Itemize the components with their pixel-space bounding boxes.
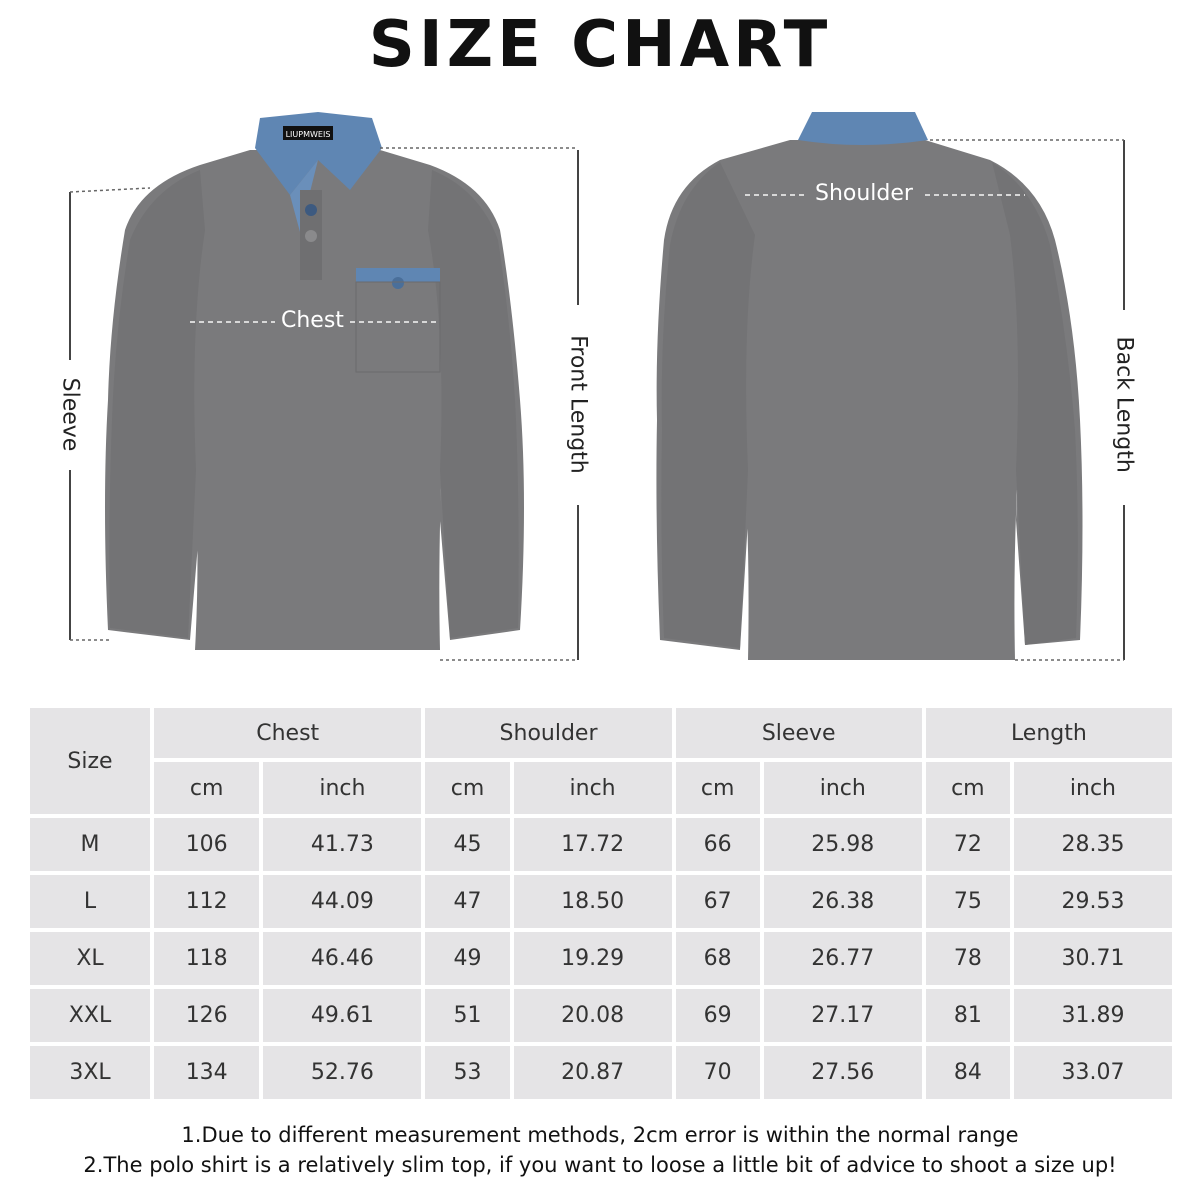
sleeve-label: Sleeve <box>57 377 83 452</box>
page-title: SIZE CHART <box>368 8 832 82</box>
value-cell: 28.35 <box>1014 818 1172 871</box>
value-cell: 44.09 <box>263 875 421 928</box>
pocket-button <box>392 277 404 289</box>
value-cell: 19.29 <box>514 932 672 985</box>
table-row <box>30 818 1172 871</box>
unit-header: inch <box>764 762 922 814</box>
size-header: Size <box>30 708 150 814</box>
value-cell: 67 <box>676 875 760 928</box>
value-cell: 46.46 <box>263 932 421 985</box>
note-1: 1.Due to different measurement methods, 2cm error is within the normal range <box>181 1123 1019 1147</box>
table-row <box>30 989 1172 1042</box>
value-cell: 66 <box>676 818 760 871</box>
value-cell: 47 <box>425 875 509 928</box>
group-header-chest: Chest <box>154 708 421 758</box>
unit-header: inch <box>1014 762 1172 814</box>
value-cell: 49 <box>425 932 509 985</box>
group-header-sleeve: Sleeve <box>676 708 922 758</box>
value-cell: 68 <box>676 932 760 985</box>
value-cell: 51 <box>425 989 509 1042</box>
value-cell: 31.89 <box>1014 989 1172 1042</box>
unit-header: inch <box>263 762 421 814</box>
value-cell: 72 <box>926 818 1010 871</box>
value-cell: 20.08 <box>514 989 672 1042</box>
value-cell: 78 <box>926 932 1010 985</box>
value-cell: 118 <box>154 932 259 985</box>
value-cell: 41.73 <box>263 818 421 871</box>
size-cell: 3XL <box>30 1046 150 1099</box>
value-cell: 53 <box>425 1046 509 1099</box>
size-cell: XL <box>30 932 150 985</box>
unit-header: cm <box>676 762 760 814</box>
value-cell: 20.87 <box>514 1046 672 1099</box>
table-row <box>30 1046 1172 1099</box>
table-header-units <box>30 762 1172 814</box>
table-row <box>30 875 1172 928</box>
group-header-shoulder: Shoulder <box>425 708 671 758</box>
unit-header: cm <box>154 762 259 814</box>
value-cell: 33.07 <box>1014 1046 1172 1099</box>
value-cell: 112 <box>154 875 259 928</box>
table-header-groups <box>30 708 1172 758</box>
value-cell: 18.50 <box>514 875 672 928</box>
value-cell: 49.61 <box>263 989 421 1042</box>
value-cell: 27.56 <box>764 1046 922 1099</box>
value-cell: 70 <box>676 1046 760 1099</box>
back-length-label: Back Length <box>1111 336 1137 473</box>
front-length-label: Front Length <box>565 335 591 474</box>
value-cell: 27.17 <box>764 989 922 1042</box>
value-cell: 45 <box>425 818 509 871</box>
value-cell: 25.98 <box>764 818 922 871</box>
value-cell: 30.71 <box>1014 932 1172 985</box>
back-collar <box>798 112 928 145</box>
value-cell: 26.38 <box>764 875 922 928</box>
chest-label: Chest <box>281 308 344 333</box>
value-cell: 84 <box>926 1046 1010 1099</box>
value-cell: 52.76 <box>263 1046 421 1099</box>
brand-tag-text: LIUPMWEIS <box>285 130 331 139</box>
note-2: 2.The polo shirt is a relatively slim top, if you want to loose a little bit of advice to shoot a size up! <box>83 1153 1117 1177</box>
size-cell: L <box>30 875 150 928</box>
button-1 <box>305 204 317 216</box>
front-shirt <box>105 112 524 650</box>
value-cell: 69 <box>676 989 760 1042</box>
value-cell: 81 <box>926 989 1010 1042</box>
unit-header: cm <box>425 762 509 814</box>
shoulder-label: Shoulder <box>815 181 913 206</box>
value-cell: 126 <box>154 989 259 1042</box>
unit-header: inch <box>514 762 672 814</box>
button-2 <box>305 230 317 242</box>
group-header-length: Length <box>926 708 1172 758</box>
back-left-sleeve <box>661 162 755 648</box>
value-cell: 29.53 <box>1014 875 1172 928</box>
table-row <box>30 932 1172 985</box>
value-cell: 17.72 <box>514 818 672 871</box>
size-table <box>26 704 1176 1103</box>
size-cell: XXL <box>30 989 150 1042</box>
size-cell: M <box>30 818 150 871</box>
front-right-sleeve <box>428 170 519 638</box>
value-cell: 134 <box>154 1046 259 1099</box>
notes <box>0 1120 1200 1180</box>
value-cell: 106 <box>154 818 259 871</box>
value-cell: 75 <box>926 875 1010 928</box>
value-cell: 26.77 <box>764 932 922 985</box>
unit-header: cm <box>926 762 1010 814</box>
